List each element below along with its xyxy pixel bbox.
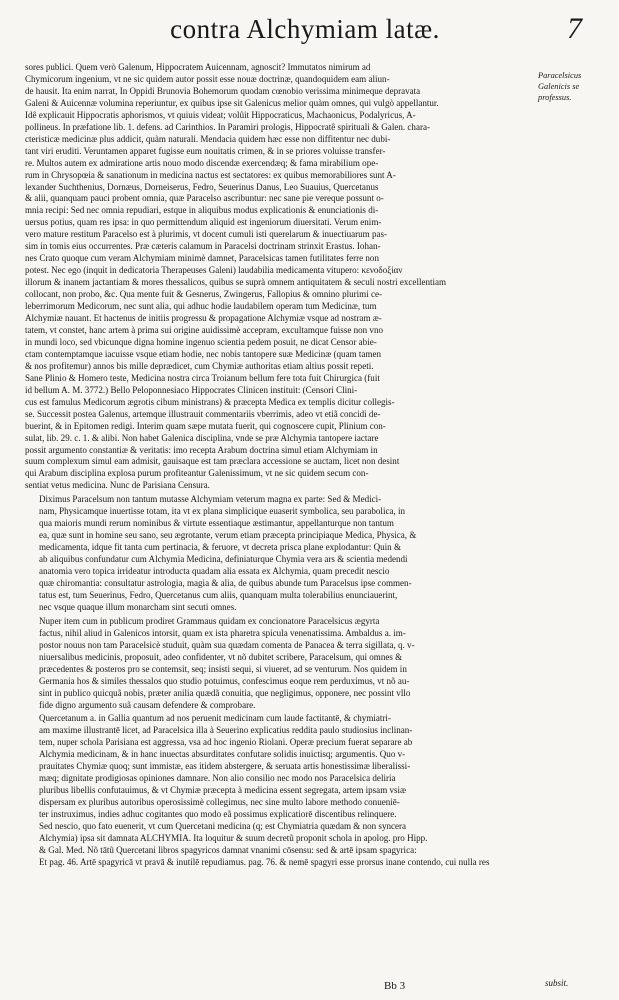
text-line: tatus est, tum Seuerinus, Fedro, Quercetanus cum aliis, quanquam multa tolerabilius enunciauerint, (39, 589, 398, 600)
text-line: Sed nescio, quo fato euenerit, vt cum Quercetani medicina (q; est Chymiatria quædam & non syncera (39, 821, 407, 832)
text-line: Chymicorum ingenium, vt ne sic quidem autor possit esse nouæ doctrinæ, quandoquidem eam aliun- (25, 73, 390, 84)
paragraph (25, 62, 537, 492)
text-line: & alii, quanquam pauci probent omnia, quæ Paracelso ascribuntur: nec sane pie vereque possunt o- (25, 193, 384, 204)
text-line: postor nouus non tam Paracelsicè studuit, quàm sua quædam comenta de Panacea & terra sigillata, q. v- (39, 639, 415, 650)
text-line: præcedentes & posteros pro se contemsit, seq; insisti sequi, si viueret, ad se venturum. Nos quidem in (39, 663, 407, 674)
page-footer (0, 980, 619, 998)
signature-mark: Bb 3 (384, 980, 406, 992)
text-line: Nuper item cum in publicum prodiret Grammaus quidam ex concionatore Paracelsicus ægyrta (39, 615, 380, 626)
text-line: se. Successit postea Galenus, artemque illustrauit commentariis vberrimis, adeo vt etiã concidi de- (25, 408, 381, 419)
text-line: sint in publico quicquã nobis, præter aniliа quædã conuitia, que negligimus, opponere, nec possint vllo (39, 687, 411, 698)
marginal-note-line: Galenicis se (538, 82, 580, 91)
text-line: anatomia vero topica irrideatur introducta quadam alia essata ex Alchymia, quam precedit nescio (39, 566, 390, 577)
text-line: tant viri eruditi. Veruntamen apparet fugisse eum nouitatis crimen, & in se priores voluisse transfer- (25, 145, 386, 156)
text-line: pollineus. In præfatione lib. 1. defens. ad Carinthios. In Paramiri prologis, Hippocratê spirituali & Galen. chara- (25, 121, 430, 132)
text-line: & nos profitemur) annos bis mille deprædicet, cum Chymiæ authoritas etiam altius possit repeti. (25, 360, 374, 371)
text-line: medicamenta, idque fit tanta cum pertinacia, & feruore, vt decreta prisca plane explodantur: Quin & (39, 542, 401, 553)
text-line: Alchymiæ nauant. Et hactenus de initiis progressu & propagatione Alchymiæ vsque ad nostram æ- (25, 313, 382, 324)
text-line: cteristicæ medicinæ plus addicit, quàm naturali. Mendacia quidem hæc esse non diffitentur nec dubi- (25, 133, 391, 144)
text-line: nec vsque quaque illum monarcham sint secuti omnes. (39, 601, 237, 612)
text-line: uersus potius, quam res ipsa: in quo permittendum aliquid est ingeniorum diuersitati. Verum enim- (25, 217, 382, 228)
text-line: Idê explicauit Hippocratis aphorismos, vt quiuis videat; volûit Hippocraticus, Machaonicus, Podalyricus, A- (25, 109, 416, 120)
text-line: ab aliquibus confundatur cum Alchymia Medicina, definiaturque Chymia vera ars & scientia medendi (39, 554, 408, 565)
catchword: subsit. (545, 978, 569, 988)
text-line: Galeni & Auicennæ volumina reperiuntur, ex quibus ipse sit Galenicus melior quàm omnes, qui vulgò appellantur. (25, 97, 439, 108)
text-line: in mundi loco, sed vbicunque digna homine ingenuo scientia pedem posuit, ne dicat Censor abie- (25, 336, 377, 347)
text-line: re. Multos autem ex admiratione artis nouo modo discendæ exercendæq; & fama mirabilium ope- (25, 157, 379, 168)
paragraph (25, 713, 537, 868)
text-line: Quercetanum a. in Gallia quantum ad nos peruenit medicinam cum laude factitantē, & chymiatri- (39, 713, 391, 724)
text-line: sores publici. Quem verò Galenum, Hippocratem Auicennam, agnoscit? Immutatos nimirum ad (25, 62, 371, 72)
text-line: Alchymia medicinam, & in hanc inuectas absurditates confutare solidis inuictisq; argumentis. Quo v- (39, 749, 406, 760)
text-line: sulat, lib. 29. c. 1. & alibi. Non habet Galenica disciplina, vnde se præ Alchymia tantopere iactare (25, 432, 379, 443)
text-line: suum complexum simul eam admisit, gauisaque est tam præclara accessione se auctam, licet non desint (25, 456, 400, 467)
text-line: rum in Chrysopœia & sanationum in medicina nactus est sectatores: ex quibus memorabiliores sunt A- (25, 169, 396, 180)
text-line: sim in tomis eius occurrentes. Præ cæteris calamum in Paracelsi doctrinam strinxit Erastus. Iohan- (25, 241, 381, 252)
marginal-note-line: professus. (538, 93, 572, 102)
text-line: possit argumento constantiæ & veritatis: imo recepta Arabum doctrina simul etiam Alchymiam in (25, 444, 378, 455)
text-line: nam, Physicamque inuertisse totam, ita vt ex plana simplicique euaserit symbolica, seu parabolica, in (39, 506, 406, 517)
page-header (40, 14, 588, 54)
text-line: mnia recipi: Sed nec omnia repudiari, estque in aliquibus modus explicationis & enunciationis di- (25, 205, 379, 216)
running-head: contra Alchymiam latæ. (170, 14, 440, 44)
text-line: niuersalibus medicinis, proposuit, adeo confidenter, vt nõ dubitet scribere, Paracelsum, qui omnes & (39, 651, 403, 662)
text-line: ctam contemptamque iacuisse vsque etiam hodie, nec nobis tantopere suæ Medicinæ (quam tamen (25, 348, 381, 359)
text-line: Sane Plinio & Homero teste, Medicina nostra circa Troianum bellum fere tota fuit Chirurgica (fuit (25, 372, 380, 383)
text-line: ea, quæ sunt in homine seu sano, seu ægrotante, verum etiam præcepta principiaque Medica, Physica, & (39, 530, 417, 541)
text-line: vero mature restitum Paracelso est à plurimis, vt docent cumuli isti querelarum & inuectiuarum pas- (25, 229, 388, 240)
text-line: cus est famulus Medicorum ægrotis cibum ministrans) & præcepta Medica ex templis dicitur collegis- (25, 396, 395, 407)
text-line: tatem, vt constet, hanc artem à prima sui origine auidissimè accepram, excultamque fuisse non vno (25, 324, 383, 335)
paragraph (25, 494, 537, 614)
text-line: prauitates Chymiæ quoq; sunt immistæ, eas itidem abstergere, & seruata artis honestissimæ liberalissi- (39, 761, 411, 772)
text-line: lexander Suchthenius, Dornæus, Dorneiserus, Fedro, Seuerinus Danus, Leo Suauius, Quercetanus (25, 181, 379, 192)
text-line: leberrimorum Medicorum, nec sunt alia, qui adhuc hodie laudabilem operam tum Medicinæ, tum (25, 301, 377, 312)
marginal-note (538, 70, 616, 103)
text-line: Alchymia) ipsa sit damnata ALCHYMIA. Ita loquitur & suum decretũ proponit schola in apolog. pro Hipp. (39, 833, 428, 843)
text-line: mæq; dignitate prodigiosas opiniones damnare. Non alio consilio nec modo nos Paracelsica deliria (39, 773, 396, 784)
text-line: illorum & inanem jactantiam & mores thessalicos, quibus se suprà omnem antiquitatem & seculi nostri excellentiam (25, 277, 447, 288)
text-line: qua maioris mundi rerum nominibus & virtute essentiaque æstimantur, appellanturque non tantum (39, 518, 394, 529)
text-line: collocant, non probo, &c. Qua mente fuit & Gesnerus, Zwingerus, Fallopius & omnino plurimi ce- (25, 289, 383, 300)
body-text (25, 62, 537, 869)
text-line: Diximus Paracelsum non tantum mutasse Alchymiam veterum magna ex parte: Sed & Medici- (39, 494, 382, 505)
paragraph (25, 616, 537, 712)
text-line: tem, nuper schola Parisiana est aggressa, vsa ad hoc ingenio Riolani. Operæ precium fuerat separare ab (39, 737, 413, 748)
text-line: potest. Nec ego (inquit in dedicatoria Therapeuses Galeni) laudabilia medicamenta vitupero: κενοδοξίαν (25, 265, 403, 276)
text-line: dispersam ex pluribus autoribus operosissimè collegimus, nec sine multo labore methodo conueniē- (39, 797, 400, 808)
text-line: Germania hos & similes thessalos quo studio potuimus, confescimus eoque rem perduximus, vt nõ au- (39, 675, 410, 686)
text-line: buerint, & in Epitomen redigi. Interim quam sæpe mutata fuerit, qui cognoscere cupit, Plinium con- (25, 420, 386, 431)
text-line: pluribus libellis confutauimus, & vt Chymiæ præcepta à medicina essent segregata, artem ipsam vsiæ (39, 785, 407, 796)
marginal-note-line: Paracelsicus (538, 71, 582, 80)
text-line: & Gal. Med. Nõ tātũ Quercetani libros spagyricos damnat vnanimi cōsensu: sed & artē ipsam spagyrica: (39, 844, 417, 855)
text-line: id bellum A. M. 3772.) Bello Peloponnesiaco Hippocrates Clinicen instituit: (Censori Clini- (25, 384, 358, 395)
text-line: fide digno argumento suã causam defendere & comprobare. (39, 699, 256, 710)
text-line: qui Arabum disciplina explosa purum profiteantur Galenissimum, vt ne sic quidem secum con- (25, 468, 369, 479)
text-line: nes Crato quoque cum veram Alchymiam minimè damnet, Paracelsicas tamen futilitates ferre non (25, 253, 379, 264)
text-line: de hausit. Ita enim narrat, In Oppidi Brunovia Bohemorum quodam cœnobio verissima minimeque depravata (25, 85, 421, 96)
text-line: factus, nihil aliud in Galenicos intorsit, quam ex ista pharetra spicula venenatissima. Ambaldus a. im- (39, 627, 406, 638)
text-line: sentiat vetus medicina. Nunc de Parisiana Censura. (25, 480, 210, 491)
text-line: Et pag. 46. Artē spagyricā vt pravā & inutilē repudiamus. pag. 76. & nemē spagyri esse prorsus inane contendo, cui nulla res (39, 856, 490, 867)
text-line: ter instruximus, indies adhuc cogitantes quo modo eã possimus explicatiorē discentibus relinquere. (39, 809, 397, 820)
text-line: am maxime illustrantē licet, ad Paracelsica illa à Seuerino explicatius reddita paulo studiosius inclinan- (39, 725, 413, 736)
page-number: 7 (567, 12, 582, 45)
text-line: quæ chiromantia: consultatur astrologia, magia & alia, de quibus abunde tum Paracelsus ipse commen- (39, 577, 412, 588)
